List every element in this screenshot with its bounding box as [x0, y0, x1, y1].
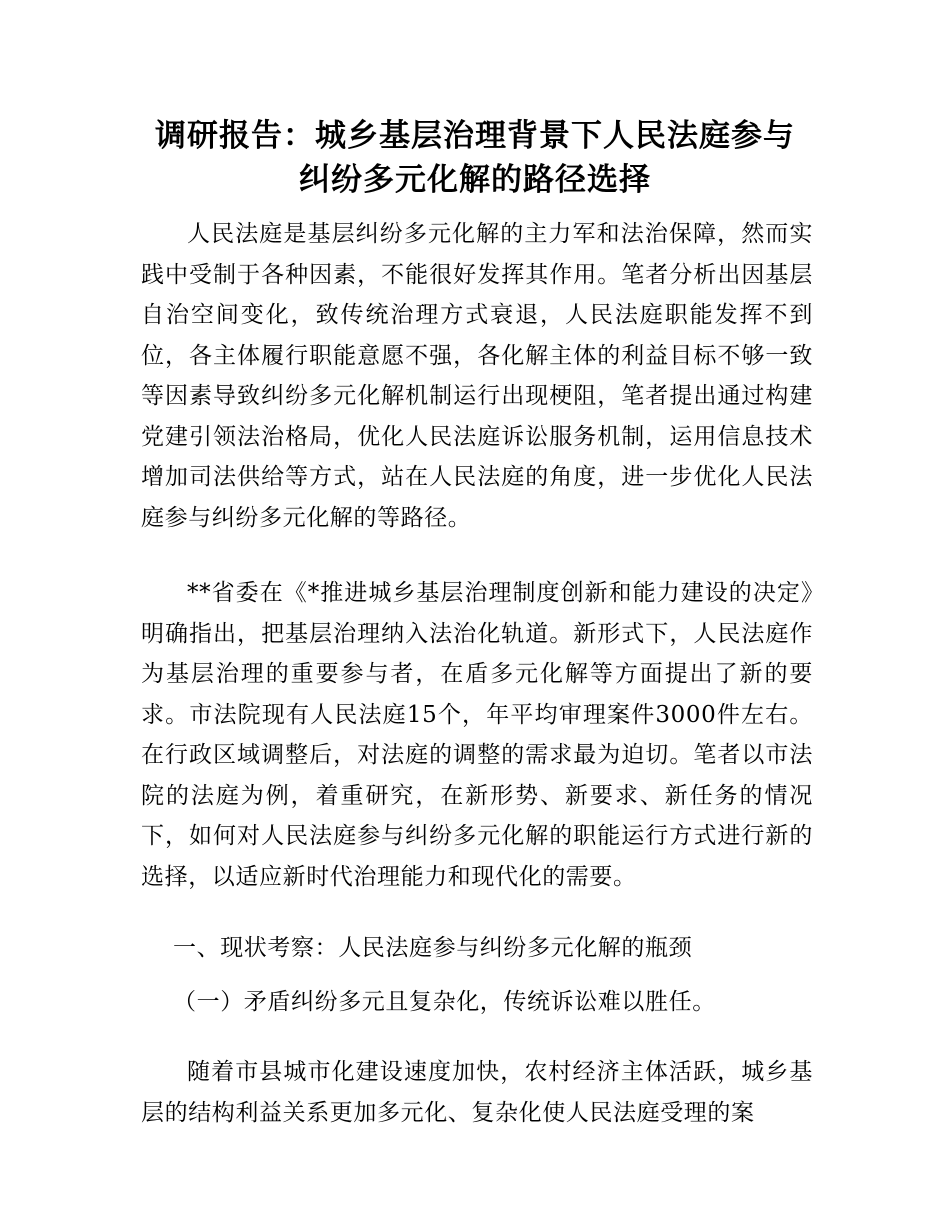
- document-title-line-1: 调研报告：城乡基层治理背景下人民法庭参与: [155, 118, 795, 154]
- body-paragraph: 随着市县城市化建设速度加快，农村经济主体活跃，城乡基层的结构利益关系更加多元化、复杂化使人民法庭受理的案: [141, 1059, 813, 1126]
- section-heading: 一、现状考察：人民法庭参与纠纷多元化解的瓶颈: [173, 935, 693, 961]
- document-title-line-2: 纠纷多元化解的路径选择: [299, 162, 651, 198]
- intro-paragraph: **省委在《*推进城乡基层治理制度创新和能力建设的决定》明确指出，把基层治理纳入法治化轨道。新形式下，人民法庭作为基层治理的重要参与者，在盾多元化解等方面提出了新的要求。市法院现有人民法庭15个，年平均审理案件3000件左右。在行政区域调整后，对法庭的调整的需求最为迫切。笔者以市法院的法庭为例，着重研究，在新形势、新要求、新任务的情况下，如何对人民法庭参与纠纷多元化解的职能运行方式进行新的选择，以适应新时代治理能力和现代化的需要。: [141, 580, 813, 890]
- abstract-paragraph: 人民法庭是基层纠纷多元化解的主力军和法治保障，然而实践中受制于各种因素，不能很好发挥其作用。笔者分析出因基层自治空间变化，致传统治理方式衰退，人民法庭职能发挥不到位，各主体履行职能意愿不强，各化解主体的利益目标不够一致等因素导致纠纷多元化解机制运行出现梗阻，笔者提出通过构建党建引领法治格局，优化人民法庭诉讼服务机制，运用信息技术增加司法供给等方式，站在人民法庭的角度，进一步优化人民法庭参与纠纷多元化解的等路径。: [141, 221, 813, 531]
- subsection-heading: （一）矛盾纠纷多元且复杂化，传统诉讼难以胜任。: [173, 989, 716, 1015]
